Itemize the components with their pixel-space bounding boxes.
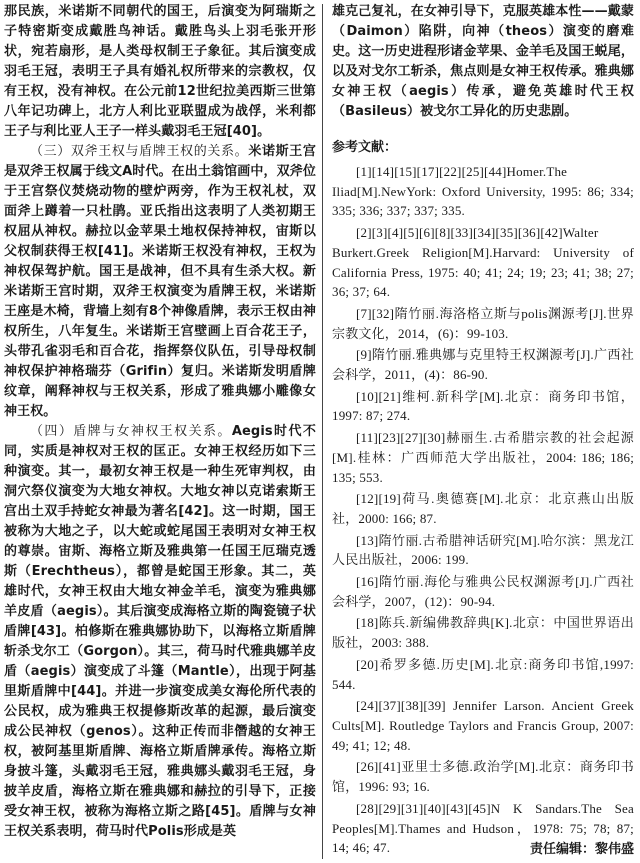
section-3-heading: （三）双斧王权与盾牌王权的关系。 <box>30 144 249 159</box>
section-3-paragraph <box>4 142 316 422</box>
reference-item: [11][23][27][30]赫丽生.古希腊宗教的社会起源[M].桂林：广西师范大学出版社，2004: 186; 186; 135; 553. <box>332 430 634 485</box>
reference-item: [10][21]维柯.新科学[M].北京：商务印书馆，1997: 87; 274. <box>332 388 634 424</box>
reference-item: [16]隋竹丽.海伦与雅典公民权渊源考[J].广西社会科学，2007，(12)：90-94. <box>332 574 634 609</box>
responsible-editor <box>530 838 634 857</box>
reference-item: [24][37][38][39] Jennifer Larson. Ancient Greek Cults[M]. Routledge Taylors and Francis Group, 2007: 49; 41; 12; 48. <box>332 698 634 753</box>
section-4-paragraph <box>4 422 316 842</box>
reference-item: [20]希罗多德.历史[M].北京:商务印书馆,1997: 544. <box>332 656 634 692</box>
section-3-body: 米诺斯王宫是双斧王权属于线文A时代。在出土翁馆画中，双斧位于王宫祭仪焚烧动物的壁炉两旁，作为王权礼杖，双面斧上蹲着一只杜鹃。亚氏指出这表明了人类初期王权屈从神权。赫拉以金苹果土地权保持神权，宙斯以父权制获得王权[41]。米诺斯王权没有神权，王权为神权保驾护航。国王是战神，但不具有生杀大权。新米诺斯王宫时期，双斧王权演变为盾牌王权，米诺斯王座是木椅，背墙上刻有8个神像盾牌，表示王权由神权所生，八年复生。米诺斯王宫壁画上百合花王子，头带孔雀羽毛和百合花，指挥祭仪队伍，引导母权制神权保护神格瑞芬（Grifin）复归。米诺斯发明盾牌纹章，阐释神权与王权关系，形成了雅典娜小雕像女神王权。 <box>4 144 316 419</box>
reference-item: [2][3][4][5][6][8][33][34][35][36][42]Walter Burkert.Greek Religion[M].Harvard: University of California Press, 1975: 40; 41; 24; 19; 23; 41; 38; 27; 36; 37; 64. <box>332 225 634 300</box>
reference-item: [7][32]隋竹丽.海洛格立斯与polis渊源考[J].世界宗教文化，2014，(6)：99-103. <box>332 305 634 341</box>
editor-label: 责任编辑： <box>529 842 595 857</box>
body-paragraph-1: 那民族，米诺斯不同朝代的国王，后演变为阿瑞斯之子特密斯变成戴胜鸟神话。戴胜鸟头上羽毛张开形状，宛若扇形，是人类母权制王子象征。其后演变成羽毛王冠，表明王子具有婚礼权所带来的宗教权，仅有王权，没有神权。在公元前12世纪拉美西斯三世第八年记功碑上，北方人利比亚联盟成为战俘，米利都王子与利比亚人王子一样头戴羽毛王冠[40]。 <box>4 4 316 139</box>
reference-item: [13]隋竹丽.古希腊神话研究[M].哈尔滨：黑龙江人民出版社，2006: 199. <box>332 532 634 568</box>
section-4-body: Aegis时代不同，实质是神权对王权的匡正。女神王权经历如下三种演变。其一，最初女神王权是一种生死审判权，由洞穴祭仪演变为大地女神权。大地女神以克诺索斯王宫出土双手持蛇女神最为著名[42]。这一时期，国王被称为大地之子，以大蛇或蛇尾国王表明对女神王权的尊崇。宙斯、海格立斯及雅典第一任国王厄瑞克透斯（Erechtheus），都曾是蛇国王形象。其二，英雄时代，女神王权由大地女神金羊毛，演变为雅典娜羊皮盾（aegis）。其后演变成海格立斯的陶瓷镜子状盾牌[43]。柏修斯在雅典娜协助下，以海格立斯盾牌斩杀戈尔工（Gorgon）。其三，荷马时代雅典娜羊皮盾（aegis）演变成了斗篷（Mantle），出现于阿基里斯盾牌中[44]。并进一步演变成美女海伦所代表的公民权，成为雅典王权提修斯改革的起源，最后演变成公民神权（genos）。这种正传而非僭越的女神王权，被阿基里斯盾牌、海格立斯盾牌承传。海格立斯身披斗篷，头戴羽毛王冠，雅典娜头戴羽毛王冠，身披羊皮盾，海格立斯在雅典娜和赫拉的引导下，正接受女神王权，被称为海格立斯之路[45]。盾牌与女神王权关系表明，荷马时代Polis形成是英 <box>4 424 316 839</box>
references-heading: 参考文献： <box>332 140 398 155</box>
reference-item: [1][14][15][17][22][25][44]Homer.The Iliad[M].NewYork: Oxford University, 1995: 86; 334; 335; 336; 337; 337; 335. <box>332 164 634 219</box>
reference-item: [28][29][31][40][43][45]N K Sandars.The Sea Peoples[M].Thames and Hudson，1978: 75; 78; 87; 14; 46; 47. <box>332 800 634 856</box>
body-paragraph-continued: 雄克己复礼，在女神引导下，克服英雄本性——戴蒙（Daimon）陷阱，向神（theos）演变的磨难史。这一历史进程形诸金苹果、金羊毛及国王蜕尾，以及对戈尔工斩杀，焦点则是女神王权传承。雅典娜女神王权（aegis）传承，避免英雄时代王权（Basileus）被戈尔工异化的历史悲剧。 <box>332 4 634 119</box>
left-column <box>4 2 316 842</box>
right-column <box>332 2 634 860</box>
reference-item: [9]隋竹丽.雅典娜与克里特王权渊源考[J].广西社会科学，2011，(4)：86-90. <box>332 347 634 383</box>
reference-item: [18]陈兵.新编佛教辞典[K].北京：中国世界语出版社，2003: 388. <box>332 615 634 651</box>
editor-name: 黎伟盛 <box>594 842 634 857</box>
column-divider <box>322 4 323 859</box>
reference-item: [26][41]亚里士多德.政治学[M].北京：商务印书馆，1996: 93; 16. <box>332 759 634 795</box>
references-list <box>332 162 634 858</box>
section-4-heading: （四）盾牌与女神权王权关系。 <box>30 424 232 439</box>
reference-item: [12][19]荷马.奥德赛[M].北京：北京燕山出版社，2000: 166; 87. <box>332 491 634 526</box>
